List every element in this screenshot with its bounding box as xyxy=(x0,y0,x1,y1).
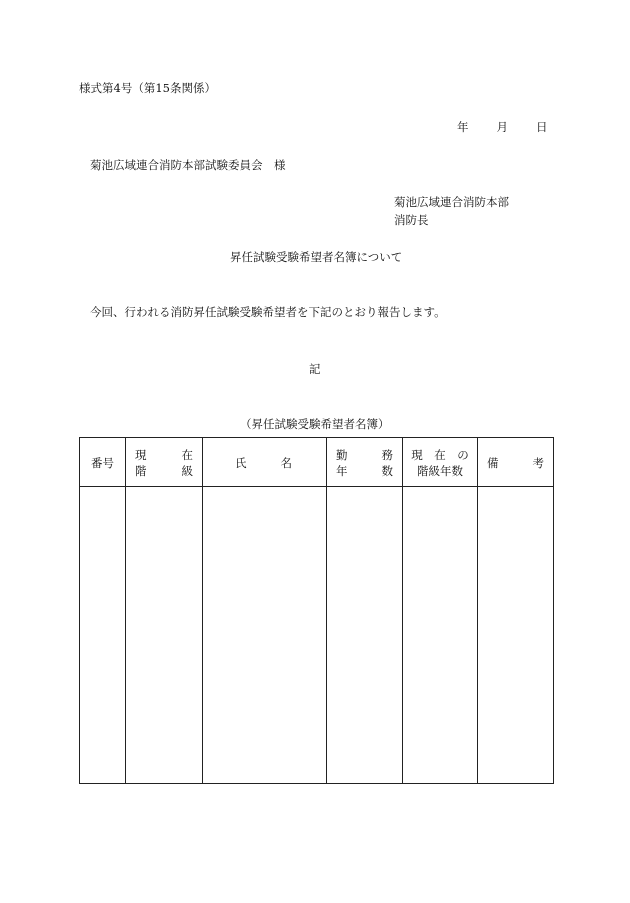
cell-number[interactable] xyxy=(80,487,126,784)
date-month: 月 xyxy=(496,120,508,134)
applicant-roster-table xyxy=(79,437,554,784)
header-remarks: 備 考 xyxy=(478,438,554,487)
table-row xyxy=(80,487,554,784)
document-title: 昇任試験受験希望者名簿について xyxy=(230,250,403,264)
header-name: 氏 名 xyxy=(203,438,327,487)
sender-organization: 菊池広域連合消防本部 xyxy=(394,195,509,209)
date-day: 日 xyxy=(536,120,548,134)
date-line xyxy=(457,119,548,135)
body-text: 今回、行われる消防昇任試験受験希望者を下記のとおり報告します。 xyxy=(90,305,446,319)
header-number: 番号 xyxy=(80,438,126,487)
header-years-of-service: 勤 務 年 数 xyxy=(327,438,403,487)
date-year: 年 xyxy=(457,120,469,134)
addressee: 菊池広域連合消防本部試験委員会 様 xyxy=(90,158,286,172)
header-current-rank: 現 在 階 級 xyxy=(126,438,203,487)
ki-heading: 記 xyxy=(309,362,321,376)
cell-remarks[interactable] xyxy=(478,487,554,784)
cell-years-of-service[interactable] xyxy=(327,487,403,784)
cell-name[interactable] xyxy=(203,487,327,784)
form-number: 様式第4号（第15条関係） xyxy=(79,81,216,95)
sender-title: 消防長 xyxy=(394,213,429,227)
table-caption: （昇任試験受験希望者名簿） xyxy=(240,417,390,431)
cell-years-at-rank[interactable] xyxy=(403,487,478,784)
cell-current-rank[interactable] xyxy=(126,487,203,784)
header-years-at-rank: 現 在 の 階級年数 xyxy=(403,438,478,487)
